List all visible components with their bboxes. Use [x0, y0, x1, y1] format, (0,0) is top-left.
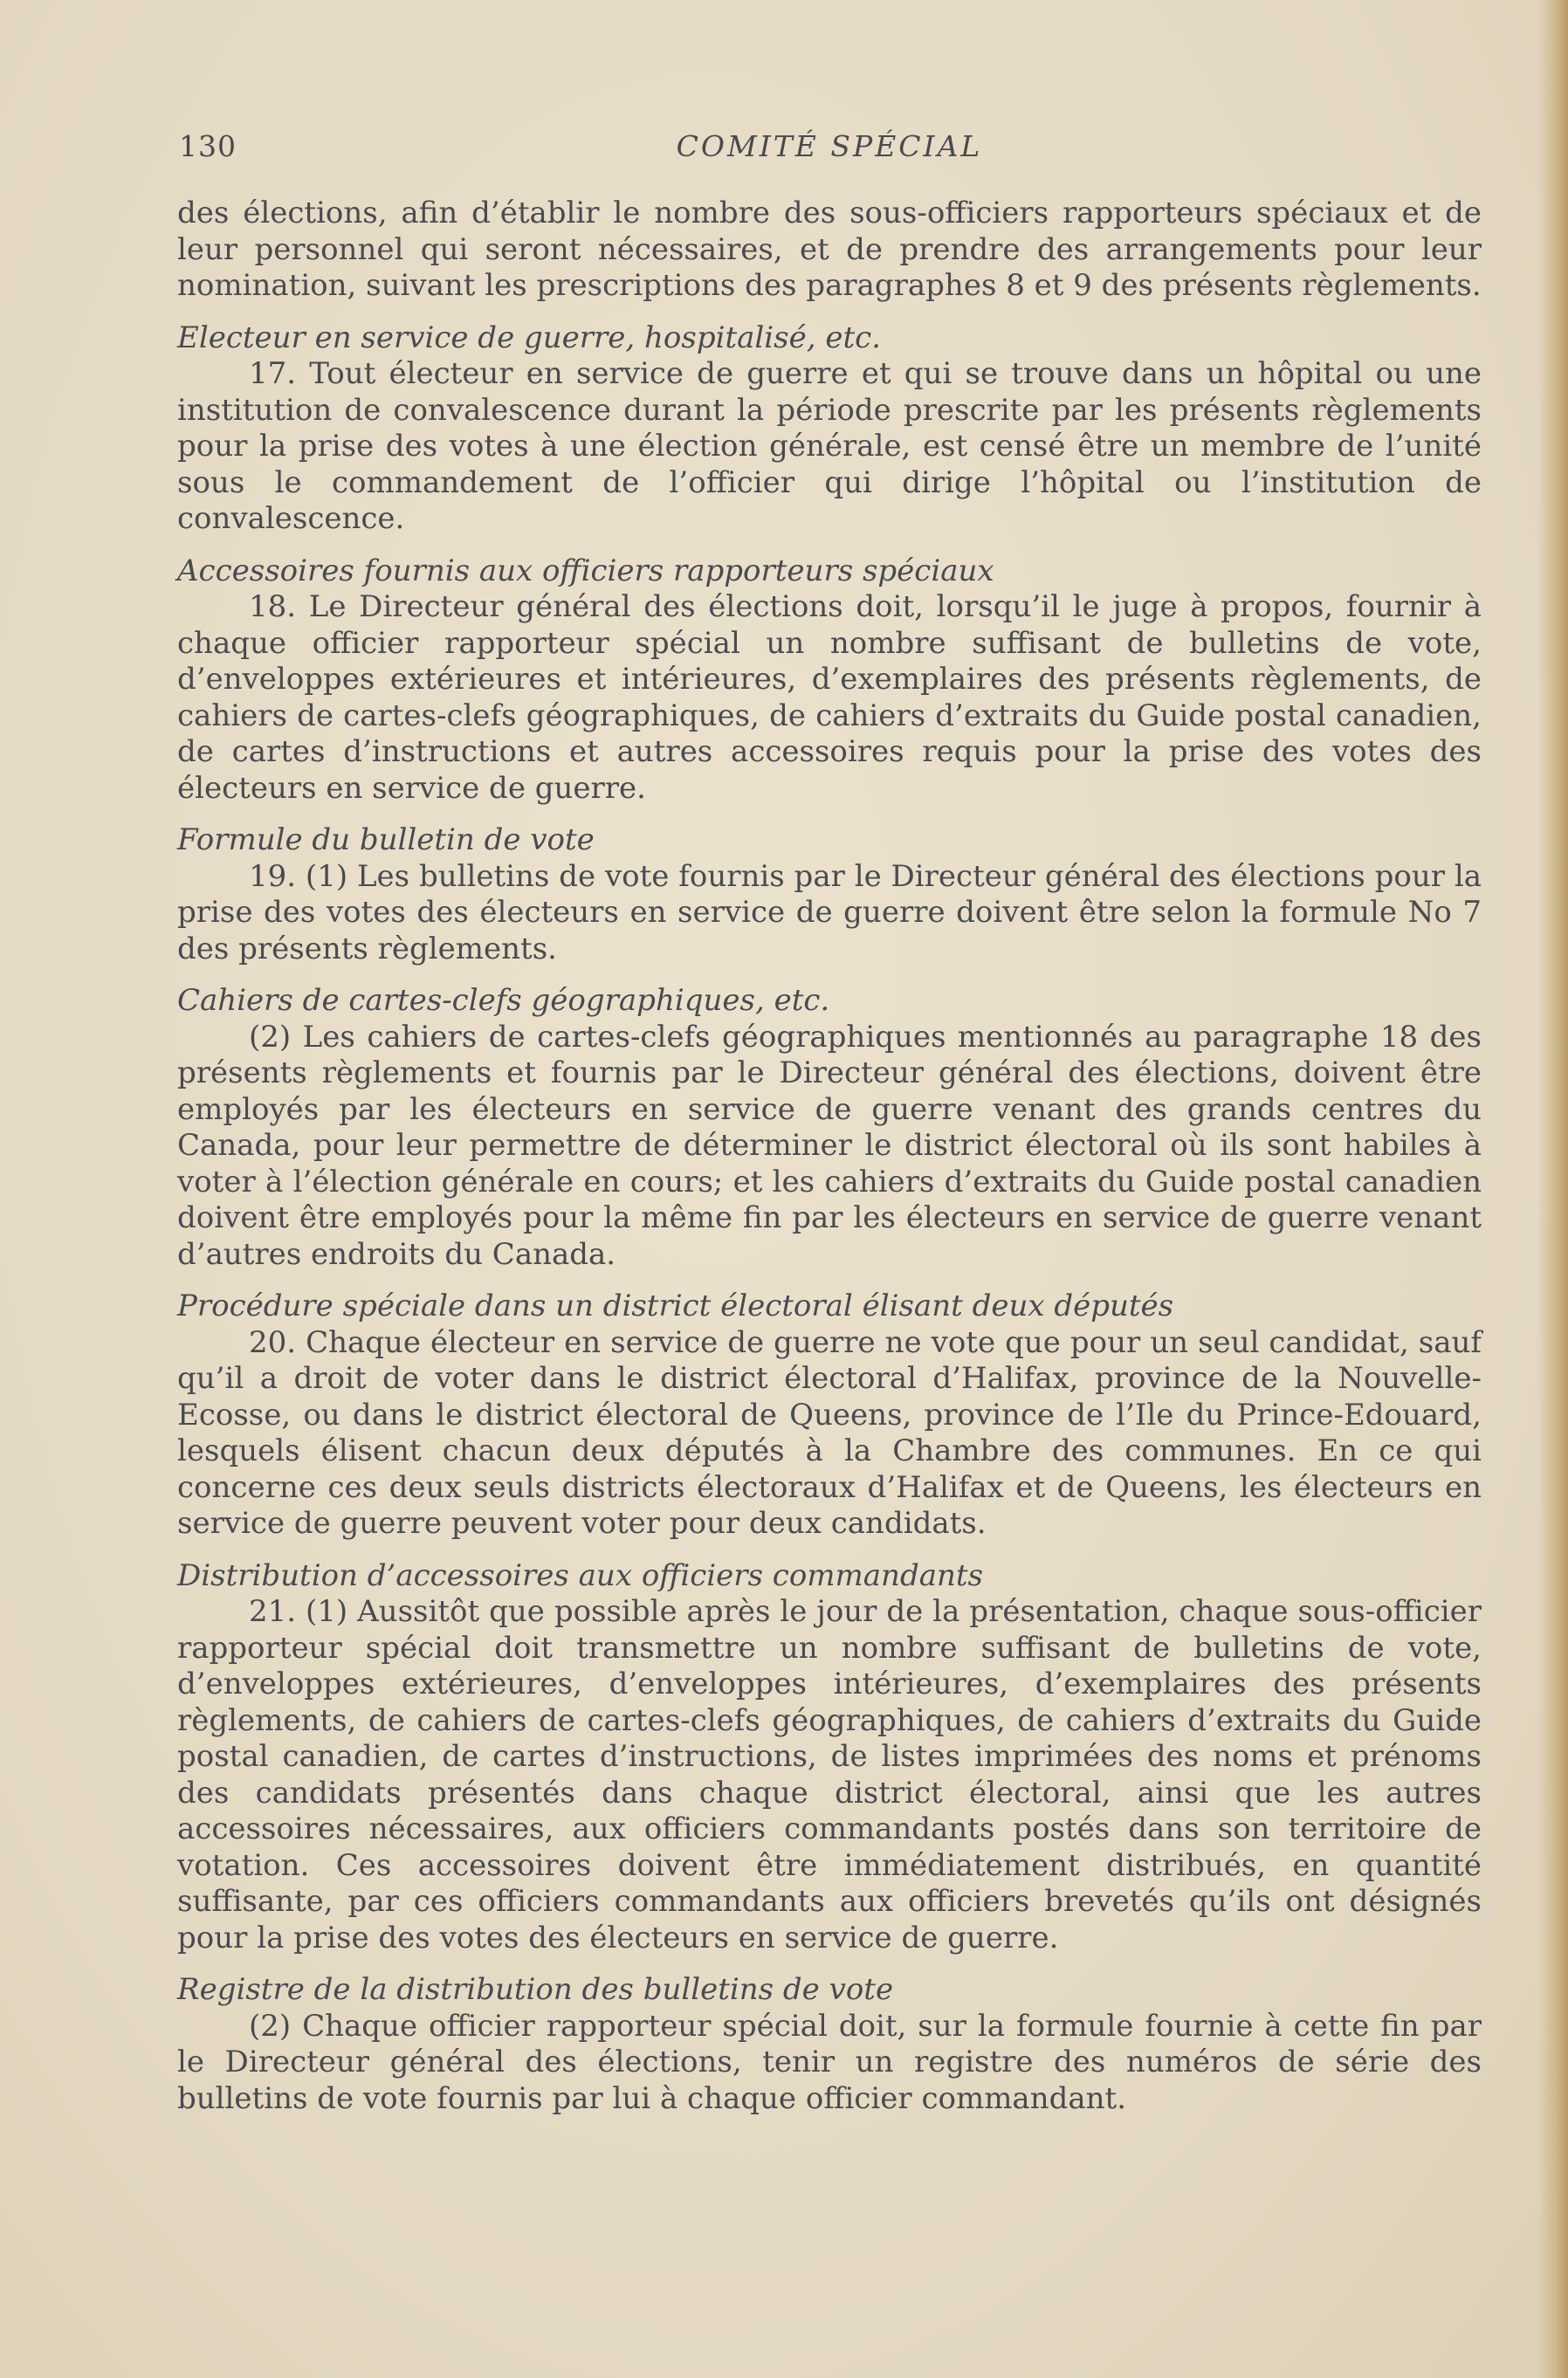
section-18 — [177, 553, 1482, 808]
section-heading: Electeur en service de guerre, hospitalisé, etc. — [177, 320, 881, 355]
section-heading: Cahiers de cartes-clefs géographiques, etc. — [177, 983, 830, 1018]
paragraph: des élections, afin d’établir le nombre des sous-officiers rapporteurs spéciaux et de leur personnel qui seront nécessaires, et de prendre des arrangements pour leur nomination, suivant les prescriptions des paragraphes 8 et 9 des présents règlements. — [177, 196, 1482, 303]
section-heading: Distribution d’accessoires aux officiers commandants — [177, 1557, 983, 1593]
section-heading: Registre de la distribution des bulletins de vote — [177, 1972, 894, 2007]
paragraph: 17. Tout électeur en service de guerre et qui se trouve dans un hôpital ou une institution de convalescence durant la période prescrite par les présents règlements pour la prise des votes à une élection générale, est censé être un membre de l’unité sous le commandement de l’officier qui dirige l’hôpital ou l’institution de convalescence. — [177, 356, 1482, 536]
paragraph: 20. Chaque électeur en service de guerre ne vote que pour un seul candidat, sauf qu’il a droit de voter dans le district électoral d’Halifax, province de la Nouvelle-Ecosse, ou dans le district électoral de Queens, province de l’Ile du Prince-Edouard, lesquels élisent chacun deux députés à la Chambre des communes. En ce qui concerne ces deux seuls districts électoraux d’Halifax et de Queens, les électeurs en service de guerre peuvent voter pour deux candidats. — [177, 1324, 1482, 1541]
paragraph: (2) Les cahiers de cartes-clefs géographiques mentionnés au paragraphe 18 des présents règlements et fournis par le Directeur général des élections, doivent être employés par les électeurs en service de guerre venant des grands centres du Canada, pour leur permettre de déterminer le district électoral où ils sont habiles à voter à l’élection générale en cours; et les cahiers d’extraits du Guide postal canadien doivent être employés pour la même fin par les électeurs en service de guerre venant d’autres endroits du Canada. — [177, 1019, 1482, 1272]
running-title: COMITÉ SPÉCIAL — [676, 129, 983, 163]
section-continuation — [177, 196, 1482, 305]
section-19-2 — [177, 983, 1482, 1273]
section-heading: Procédure spéciale dans un district électoral élisant deux députés — [177, 1289, 1174, 1323]
page-number: 130 — [179, 129, 237, 163]
document-body — [177, 196, 1482, 2117]
section-19-1 — [177, 822, 1482, 967]
page-header — [179, 129, 1480, 173]
paragraph: 21. (1) Aussitôt que possible après le jour de la présentation, chaque sous-officier rapporteur spécial doit transmettre un nombre suffisant de bulletins de vote, d’enveloppes extérieures, d’enveloppes intérieures, d’exemplaires des présents règlements, de cahiers de cartes-clefs géographiques, de cahiers d’extraits du Guide postal canadien, de cartes d’instructions, de listes imprimées des noms et prénoms des candidats présentés dans chaque district électoral, ainsi que les autres accessoires nécessaires, aux officiers commandants postés dans son territoire de votation. Ces accessoires doivent être immédiatement distribués, en quantité suffisante, par ces officiers commandants aux officiers brevetés qu’ils ont désignés pour la prise des votes des électeurs en service de guerre. — [177, 1594, 1482, 1955]
paragraph: 18. Le Directeur général des élections doit, lorsqu’il le juge à propos, fournir à chaque officier rapporteur spécial un nombre suffisant de bulletins de vote, d’enveloppes extérieures et intérieures, d’exemplaires des présents règlements, de cahiers de cartes-clefs géographiques, de cahiers d’extraits du Guide postal canadien, de cartes d’instructions et autres accessoires requis pour la prise des votes des électeurs en service de guerre. — [177, 589, 1482, 806]
paragraph: (2) Chaque officier rapporteur spécial doit, sur la formule fournie à cette fin par le Directeur général des élections, tenir un registre des numéros de série des bulletins de vote fournis par lui à chaque officier commandant. — [177, 2008, 1482, 2116]
section-21-2 — [177, 1972, 1482, 2117]
section-17 — [177, 320, 1482, 538]
section-21-1 — [177, 1558, 1482, 1957]
page-edge-shadow — [1538, 0, 1568, 2378]
section-heading: Formule du bulletin de vote — [177, 822, 595, 857]
section-20 — [177, 1289, 1482, 1543]
paragraph: 19. (1) Les bulletins de vote fournis par le Directeur général des élections pour la prise des votes des électeurs en service de guerre doivent être selon la formule No 7 des présents règlements. — [177, 858, 1482, 966]
section-heading: Accessoires fournis aux officiers rapporteurs spéciaux — [177, 553, 994, 588]
